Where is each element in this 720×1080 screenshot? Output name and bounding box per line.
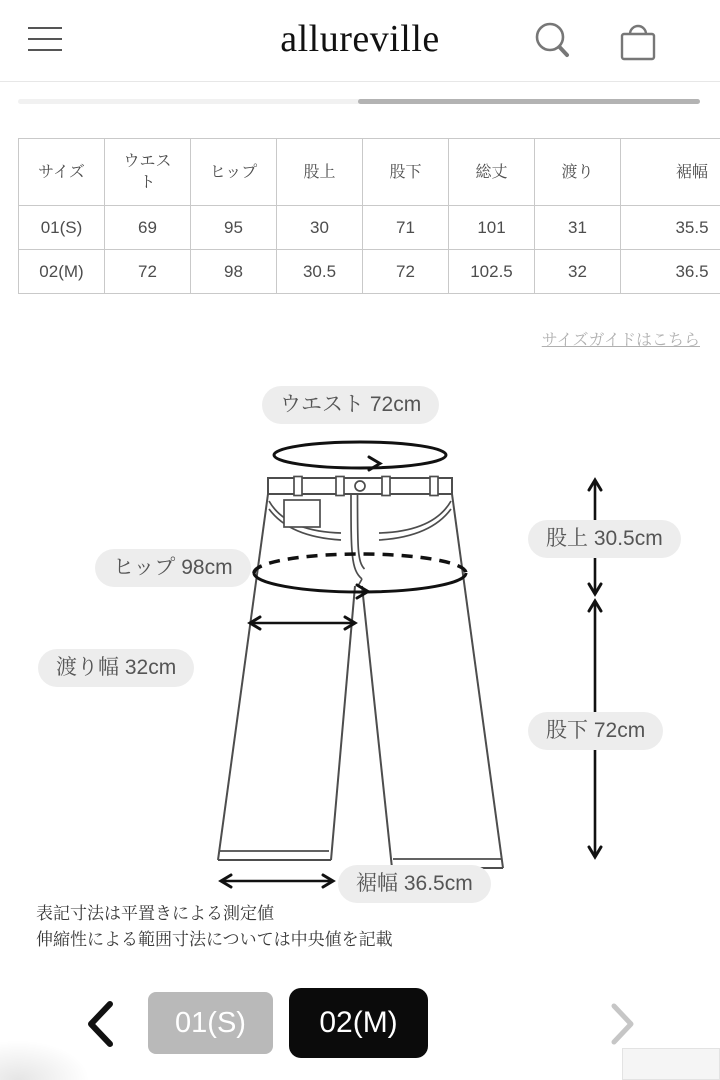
note-line: 表記寸法は平置きによる測定値 (36, 904, 274, 923)
size-table-cell: 72 (105, 250, 191, 294)
waist-measure-arrow (274, 442, 446, 470)
size-table-header-row (19, 139, 720, 206)
size-table-column-header: 渡り (535, 139, 621, 206)
thigh-measure-label: 渡り幅 32cm (38, 649, 194, 687)
brand-logo[interactable]: allureville (280, 18, 440, 60)
size-table-cell: 72 (363, 250, 449, 294)
size-table-cell: 36.5 (621, 250, 720, 294)
note-line: 伸縮性による範囲寸法については中央値を記載 (36, 930, 393, 949)
hem-measure-label: 裾幅 36.5cm (338, 865, 491, 903)
size-table-column-header: 裾幅 (621, 139, 720, 206)
size-table-cell: 69 (105, 206, 191, 250)
size-table-column-header: ヒップ (191, 139, 277, 206)
size-table-cell: 101 (449, 206, 535, 250)
size-table-column-header: ウエスト (105, 139, 191, 206)
size-table-row (19, 206, 720, 250)
search-icon[interactable] (532, 19, 572, 61)
measurement-notes (36, 901, 393, 953)
size-table-cell: 102.5 (449, 250, 535, 294)
table-scrollbar-track (18, 99, 700, 104)
size-table-body (19, 206, 720, 294)
size-table-cell: 32 (535, 250, 621, 294)
size-table-cell: 01(S) (19, 206, 105, 250)
size-table-column-header: 総丈 (449, 139, 535, 206)
size-option-01s-button[interactable]: 01(S) (148, 992, 273, 1054)
bottom-left-shadow (0, 1040, 90, 1080)
size-table-cell: 35.5 (621, 206, 720, 250)
size-table-row (19, 250, 720, 294)
size-table-column-header: 股下 (363, 139, 449, 206)
header (0, 0, 720, 82)
pants-outline (218, 477, 503, 869)
size-table-column-header: サイズ (19, 139, 105, 206)
size-table-scroll-area[interactable] (18, 138, 720, 295)
shopping-bag-icon[interactable] (618, 19, 658, 61)
size-table-cell: 30 (277, 206, 363, 250)
size-table-cell: 02(M) (19, 250, 105, 294)
chevron-right-icon[interactable] (608, 1002, 638, 1051)
size-option-02m-button[interactable]: 02(M) (289, 988, 428, 1058)
size-table-cell: 98 (191, 250, 277, 294)
inseam-measure-label: 股下 72cm (528, 712, 663, 750)
bottom-right-panel-edge (622, 1048, 720, 1080)
hip-measure-label: ヒップ 98cm (95, 549, 251, 587)
size-table-cell: 71 (363, 206, 449, 250)
size-table-cell: 31 (535, 206, 621, 250)
waist-measure-label: ウエスト 72cm (262, 386, 439, 424)
size-table-column-header: 股上 (277, 139, 363, 206)
rise-measure-label: 股上 30.5cm (528, 520, 681, 558)
size-table-cell: 95 (191, 206, 277, 250)
table-scrollbar-thumb[interactable] (358, 99, 700, 104)
hip-measure-arrow (254, 554, 466, 598)
size-table-cell: 30.5 (277, 250, 363, 294)
size-guide-link[interactable]: サイズガイドはこちら (541, 332, 700, 349)
size-table (18, 138, 720, 294)
